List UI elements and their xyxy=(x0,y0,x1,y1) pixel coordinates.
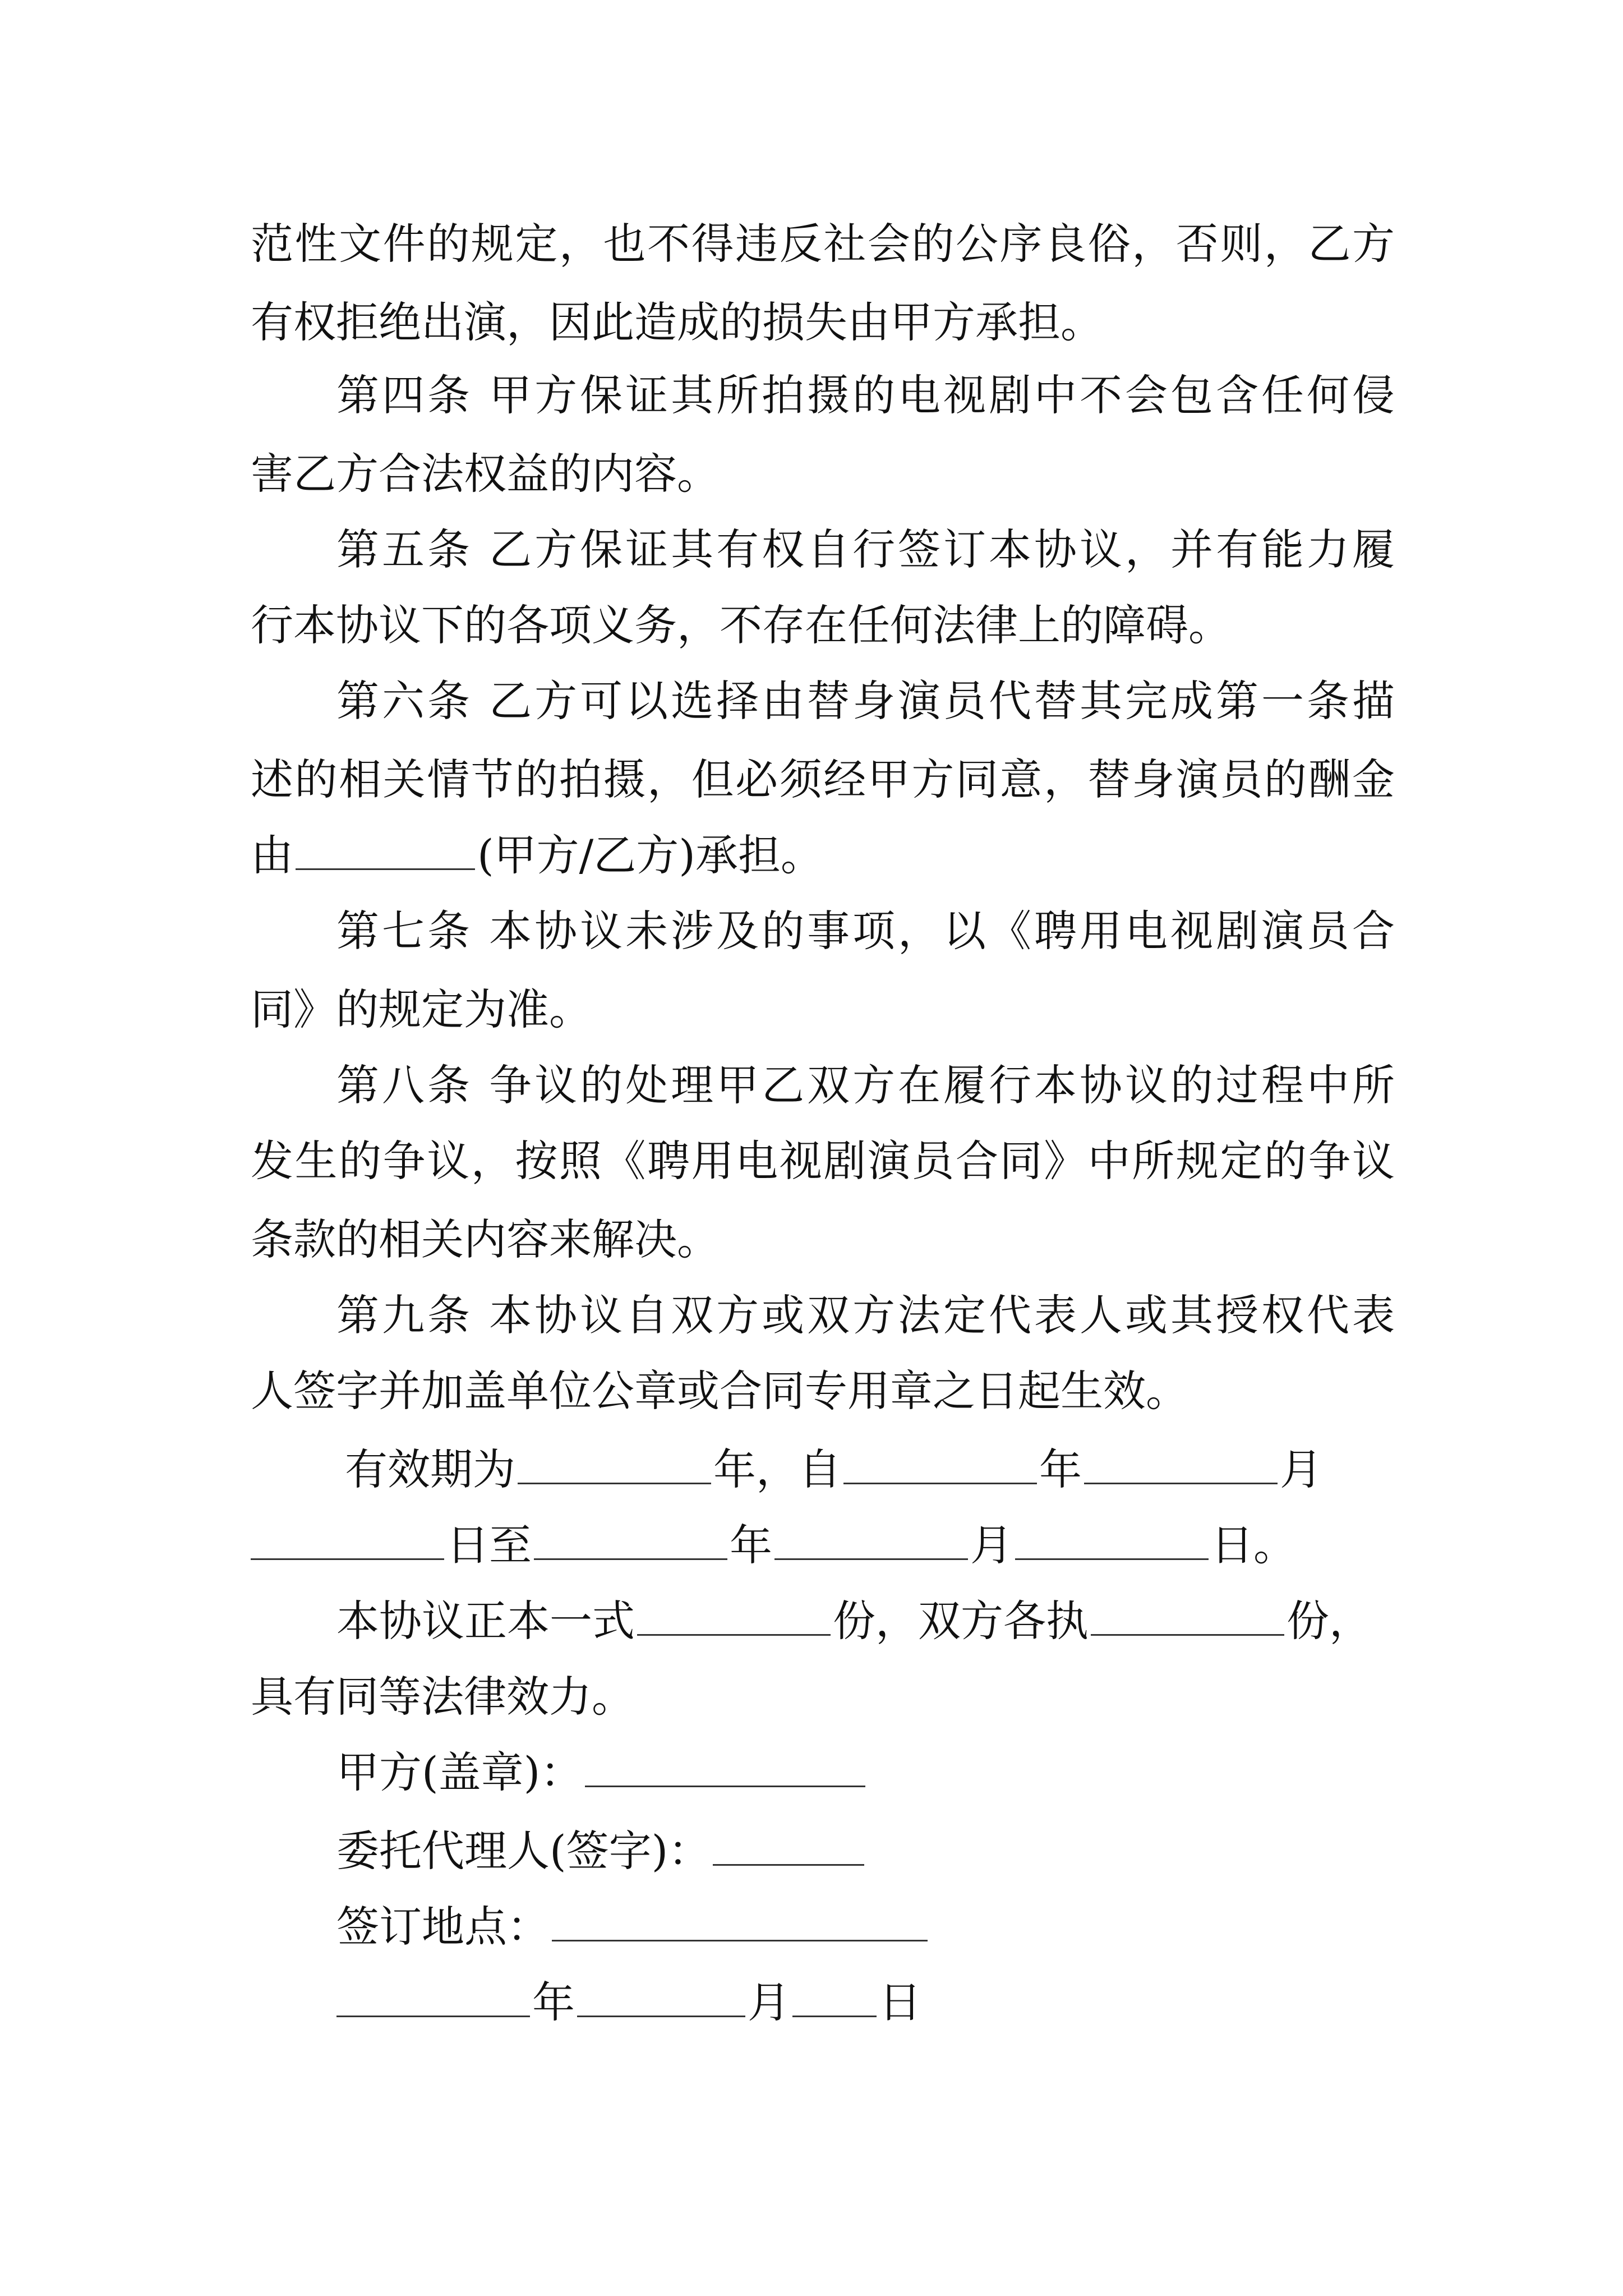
start-day-blank xyxy=(251,1524,444,1560)
agent-label: 委托代理人(签字)： xyxy=(336,1826,711,1876)
copies-line-1 xyxy=(336,1593,1430,1649)
month-label: 月 xyxy=(970,1520,1013,1570)
end-month-blank xyxy=(774,1524,968,1560)
month-label: 月 xyxy=(748,1977,790,2027)
year-label: 年 xyxy=(730,1520,772,1570)
day-label: 日。 xyxy=(1211,1520,1296,1570)
copies-label: 本协议正本一式 xyxy=(336,1596,635,1646)
payer-blank xyxy=(296,834,475,870)
validity-from-label: 年，自 xyxy=(713,1444,841,1494)
agent-sign-blank xyxy=(713,1829,864,1866)
clause-6-prefix: 由 xyxy=(251,830,293,880)
party-a-seal-blank xyxy=(585,1751,865,1787)
clause-9-line: 第九条 本协议自双方或双方法定代表人或其授权代表 xyxy=(336,1290,1395,1340)
clause-4-line: 第四条 甲方保证其所拍摄的电视剧中不会包含任何侵 xyxy=(336,370,1395,420)
party-a-seal-row xyxy=(336,1745,868,1801)
sign-place-row xyxy=(336,1899,930,1955)
validity-years-blank xyxy=(518,1448,711,1484)
clause-8-line: 第八条 争议的处理甲乙双方在履行本协议的过程中所 xyxy=(336,1060,1395,1110)
clause-6-suffix: (甲方/乙方)承担。 xyxy=(477,830,823,880)
sign-date-row xyxy=(336,1975,921,2031)
each-holds-label: 份，双方各执 xyxy=(833,1596,1089,1646)
start-month-blank xyxy=(1084,1448,1278,1484)
day-to-label: 日至 xyxy=(446,1520,532,1570)
paragraph-line: 有权拒绝出演，因此造成的损失由甲方承担。 xyxy=(251,297,1103,347)
year-label: 年 xyxy=(532,1977,575,2027)
end-year-blank xyxy=(534,1524,727,1560)
clause-8-line: 条款的相关内容来解决。 xyxy=(251,1214,720,1264)
clause-4-line: 害乙方合法权益的内容。 xyxy=(251,449,720,499)
clause-6-line xyxy=(251,827,1395,884)
clause-6-line: 述的相关情节的拍摄，但必须经甲方同意，替身演员的酬金 xyxy=(251,754,1395,804)
day-label: 日 xyxy=(879,1977,921,2027)
clause-6-line: 第六条 乙方可以选择由替身演员代替其完成第一条描 xyxy=(336,676,1395,726)
agent-sign-row xyxy=(336,1823,866,1879)
validity-label: 有效期为 xyxy=(345,1444,515,1494)
sign-place-blank xyxy=(552,1905,928,1941)
clause-7-line: 同》的规定为准。 xyxy=(251,984,592,1034)
sign-month-blank xyxy=(577,1981,745,2017)
paragraph-line: 范性文件的规定，也不得违反社会的公序良俗，否则，乙方 xyxy=(251,219,1395,269)
sign-place-label: 签订地点： xyxy=(336,1902,550,1952)
validity-line-2 xyxy=(251,1517,1395,1573)
copies-unit-label: 份， xyxy=(1287,1596,1372,1646)
sign-year-blank xyxy=(336,1981,530,2017)
clause-5-line: 第五条 乙方保证其有权自行签订本协议，并有能力履 xyxy=(336,524,1395,574)
copies-count-blank xyxy=(637,1599,831,1636)
year-label: 年 xyxy=(1039,1444,1082,1494)
each-count-blank xyxy=(1091,1599,1284,1636)
party-a-label: 甲方(盖章)： xyxy=(336,1747,583,1797)
clause-8-line: 发生的争议，按照《聘用电视剧演员合同》中所规定的争议 xyxy=(251,1136,1395,1186)
clause-7-line: 第七条 本协议未涉及的事项，以《聘用电视剧演员合 xyxy=(336,906,1395,956)
clause-9-line: 人签字并加盖单位公章或合同专用章之日起生效。 xyxy=(251,1366,1188,1416)
validity-line-1 xyxy=(345,1442,1403,1498)
sign-day-blank xyxy=(792,1981,877,2017)
clause-5-line: 行本协议下的各项义务，不存在任何法律上的障碍。 xyxy=(251,600,1231,650)
start-year-blank xyxy=(843,1448,1037,1484)
end-day-blank xyxy=(1015,1524,1209,1560)
copies-line-2: 具有同等法律效力。 xyxy=(251,1672,634,1722)
month-label: 月 xyxy=(1280,1444,1322,1494)
